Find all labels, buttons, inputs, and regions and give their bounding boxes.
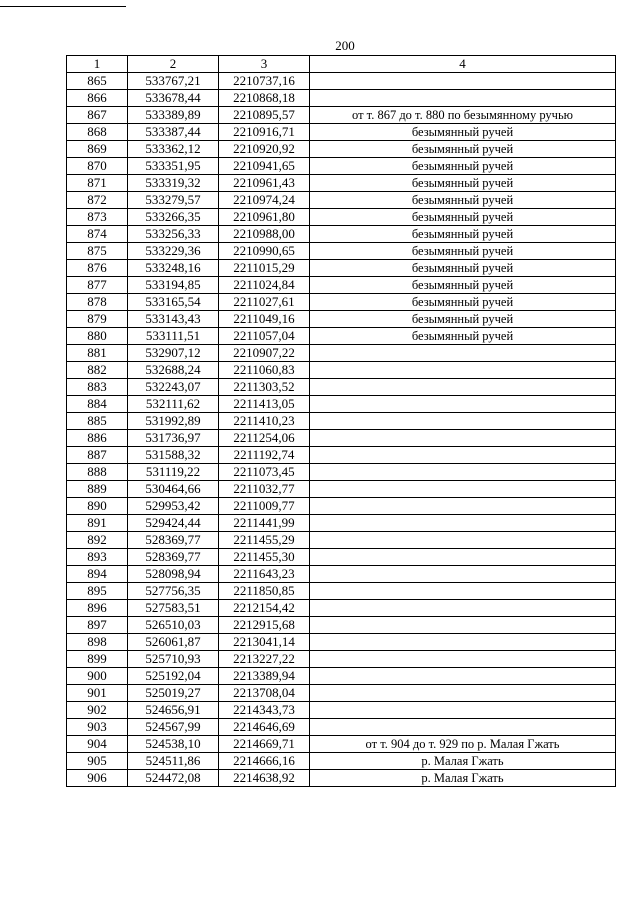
table-row: [67, 498, 616, 515]
point-number-cell: 888: [67, 464, 128, 481]
x-coordinate-cell: 533389,89: [128, 107, 219, 124]
table-row: [67, 260, 616, 277]
y-coordinate-cell: 2214638,92: [219, 770, 310, 787]
description-cell: [310, 651, 616, 668]
point-number-cell: 905: [67, 753, 128, 770]
x-coordinate-cell: 528098,94: [128, 566, 219, 583]
y-coordinate-cell: 2211441,99: [219, 515, 310, 532]
description-cell: [310, 583, 616, 600]
x-coordinate-cell: 527583,51: [128, 600, 219, 617]
y-coordinate-cell: 2214666,16: [219, 753, 310, 770]
y-coordinate-cell: 2210941,65: [219, 158, 310, 175]
y-coordinate-cell: 2214343,73: [219, 702, 310, 719]
point-number-cell: 886: [67, 430, 128, 447]
x-coordinate-cell: 533229,36: [128, 243, 219, 260]
point-number-cell: 902: [67, 702, 128, 719]
table-row: [67, 481, 616, 498]
description-cell: безымянный ручей: [310, 209, 616, 226]
point-number-cell: 876: [67, 260, 128, 277]
y-coordinate-cell: 2211027,61: [219, 294, 310, 311]
point-number-cell: 891: [67, 515, 128, 532]
table-row: [67, 243, 616, 260]
point-number-cell: 872: [67, 192, 128, 209]
column-header-3: 3: [219, 56, 310, 73]
description-cell: [310, 73, 616, 90]
description-cell: безымянный ручей: [310, 277, 616, 294]
x-coordinate-cell: 531119,22: [128, 464, 219, 481]
y-coordinate-cell: 2211455,30: [219, 549, 310, 566]
description-cell: [310, 515, 616, 532]
table-row: [67, 617, 616, 634]
x-coordinate-cell: 531992,89: [128, 413, 219, 430]
y-coordinate-cell: 2211073,45: [219, 464, 310, 481]
description-cell: [310, 702, 616, 719]
y-coordinate-cell: 2213041,14: [219, 634, 310, 651]
column-header-1: 1: [67, 56, 128, 73]
description-cell: р. Малая Гжать: [310, 770, 616, 787]
y-coordinate-cell: 2211060,83: [219, 362, 310, 379]
table-row: [67, 277, 616, 294]
y-coordinate-cell: 2211024,84: [219, 277, 310, 294]
description-cell: [310, 90, 616, 107]
point-number-cell: 906: [67, 770, 128, 787]
description-cell: [310, 685, 616, 702]
point-number-cell: 875: [67, 243, 128, 260]
y-coordinate-cell: 2212915,68: [219, 617, 310, 634]
table-row: [67, 73, 616, 90]
x-coordinate-cell: 532243,07: [128, 379, 219, 396]
table-row: [67, 770, 616, 787]
table-row: [67, 464, 616, 481]
point-number-cell: 871: [67, 175, 128, 192]
table-row: [67, 345, 616, 362]
description-cell: безымянный ручей: [310, 175, 616, 192]
description-cell: [310, 719, 616, 736]
table-row: [67, 753, 616, 770]
x-coordinate-cell: 532111,62: [128, 396, 219, 413]
y-coordinate-cell: 2210961,80: [219, 209, 310, 226]
description-cell: от т. 867 до т. 880 по безымянному ручью: [310, 107, 616, 124]
y-coordinate-cell: 2211850,85: [219, 583, 310, 600]
point-number-cell: 898: [67, 634, 128, 651]
x-coordinate-cell: 528369,77: [128, 532, 219, 549]
table-row: [67, 209, 616, 226]
description-cell: безымянный ручей: [310, 260, 616, 277]
x-coordinate-cell: 526510,03: [128, 617, 219, 634]
point-number-cell: 897: [67, 617, 128, 634]
y-coordinate-cell: 2211192,74: [219, 447, 310, 464]
x-coordinate-cell: 533362,12: [128, 141, 219, 158]
x-coordinate-cell: 524656,91: [128, 702, 219, 719]
x-coordinate-cell: 526061,87: [128, 634, 219, 651]
y-coordinate-cell: 2211410,23: [219, 413, 310, 430]
x-coordinate-cell: 532907,12: [128, 345, 219, 362]
point-number-cell: 881: [67, 345, 128, 362]
point-number-cell: 895: [67, 583, 128, 600]
description-cell: [310, 430, 616, 447]
point-number-cell: 884: [67, 396, 128, 413]
x-coordinate-cell: 533111,51: [128, 328, 219, 345]
table-row: [67, 362, 616, 379]
y-coordinate-cell: 2210737,16: [219, 73, 310, 90]
description-cell: [310, 396, 616, 413]
table-row: [67, 566, 616, 583]
description-cell: [310, 532, 616, 549]
description-cell: [310, 634, 616, 651]
table-row: [67, 549, 616, 566]
y-coordinate-cell: 2211049,16: [219, 311, 310, 328]
table-row: [67, 226, 616, 243]
point-number-cell: 866: [67, 90, 128, 107]
y-coordinate-cell: 2211015,29: [219, 260, 310, 277]
x-coordinate-cell: 524472,08: [128, 770, 219, 787]
description-cell: [310, 498, 616, 515]
x-coordinate-cell: 524567,99: [128, 719, 219, 736]
table-row: [67, 396, 616, 413]
point-number-cell: 879: [67, 311, 128, 328]
y-coordinate-cell: 2210988,00: [219, 226, 310, 243]
page-number: 200: [335, 38, 355, 53]
point-number-cell: 901: [67, 685, 128, 702]
point-number-cell: 899: [67, 651, 128, 668]
description-cell: безымянный ручей: [310, 311, 616, 328]
description-cell: [310, 549, 616, 566]
table-row: [67, 158, 616, 175]
point-number-cell: 903: [67, 719, 128, 736]
point-number-cell: 880: [67, 328, 128, 345]
point-number-cell: 873: [67, 209, 128, 226]
description-cell: безымянный ручей: [310, 124, 616, 141]
x-coordinate-cell: 533194,85: [128, 277, 219, 294]
y-coordinate-cell: 2211254,06: [219, 430, 310, 447]
table-row: [67, 124, 616, 141]
point-number-cell: 900: [67, 668, 128, 685]
column-header-2: 2: [128, 56, 219, 73]
point-number-cell: 874: [67, 226, 128, 243]
description-cell: [310, 379, 616, 396]
description-cell: безымянный ручей: [310, 158, 616, 175]
coordinates-table: [66, 55, 616, 787]
x-coordinate-cell: 531588,32: [128, 447, 219, 464]
point-number-cell: 892: [67, 532, 128, 549]
x-coordinate-cell: 533387,44: [128, 124, 219, 141]
table-row: [67, 328, 616, 345]
point-number-cell: 867: [67, 107, 128, 124]
x-coordinate-cell: 533767,21: [128, 73, 219, 90]
point-number-cell: 878: [67, 294, 128, 311]
point-number-cell: 896: [67, 600, 128, 617]
y-coordinate-cell: 2211413,05: [219, 396, 310, 413]
x-coordinate-cell: 525192,04: [128, 668, 219, 685]
y-coordinate-cell: 2213389,94: [219, 668, 310, 685]
y-coordinate-cell: 2210907,22: [219, 345, 310, 362]
point-number-cell: 904: [67, 736, 128, 753]
y-coordinate-cell: 2210895,57: [219, 107, 310, 124]
x-coordinate-cell: 525019,27: [128, 685, 219, 702]
table-row: [67, 702, 616, 719]
x-coordinate-cell: 533248,16: [128, 260, 219, 277]
table-row: [67, 583, 616, 600]
x-coordinate-cell: 533256,33: [128, 226, 219, 243]
description-cell: [310, 413, 616, 430]
point-number-cell: 893: [67, 549, 128, 566]
point-number-cell: 887: [67, 447, 128, 464]
table-row: [67, 515, 616, 532]
y-coordinate-cell: 2210868,18: [219, 90, 310, 107]
corner-rule: [0, 6, 126, 7]
description-cell: [310, 600, 616, 617]
x-coordinate-cell: 531736,97: [128, 430, 219, 447]
y-coordinate-cell: 2214669,71: [219, 736, 310, 753]
table-row: [67, 719, 616, 736]
description-cell: [310, 481, 616, 498]
y-coordinate-cell: 2210920,92: [219, 141, 310, 158]
point-number-cell: 877: [67, 277, 128, 294]
description-cell: безымянный ручей: [310, 226, 616, 243]
point-number-cell: 889: [67, 481, 128, 498]
x-coordinate-cell: 533351,95: [128, 158, 219, 175]
x-coordinate-cell: 532688,24: [128, 362, 219, 379]
x-coordinate-cell: 525710,93: [128, 651, 219, 668]
description-cell: [310, 362, 616, 379]
table-row: [67, 651, 616, 668]
y-coordinate-cell: 2211643,23: [219, 566, 310, 583]
table-row: [67, 379, 616, 396]
x-coordinate-cell: 530464,66: [128, 481, 219, 498]
x-coordinate-cell: 527756,35: [128, 583, 219, 600]
x-coordinate-cell: 533678,44: [128, 90, 219, 107]
y-coordinate-cell: 2211057,04: [219, 328, 310, 345]
table-row: [67, 311, 616, 328]
description-cell: безымянный ручей: [310, 243, 616, 260]
x-coordinate-cell: 533165,54: [128, 294, 219, 311]
description-cell: [310, 668, 616, 685]
column-header-4: 4: [310, 56, 616, 73]
y-coordinate-cell: 2210990,65: [219, 243, 310, 260]
table-row: [67, 447, 616, 464]
description-cell: безымянный ручей: [310, 141, 616, 158]
table-row: [67, 634, 616, 651]
x-coordinate-cell: 528369,77: [128, 549, 219, 566]
description-cell: [310, 464, 616, 481]
x-coordinate-cell: 533143,43: [128, 311, 219, 328]
y-coordinate-cell: 2213708,04: [219, 685, 310, 702]
point-number-cell: 885: [67, 413, 128, 430]
description-cell: от т. 904 до т. 929 по р. Малая Гжать: [310, 736, 616, 753]
y-coordinate-cell: 2210961,43: [219, 175, 310, 192]
table-row: [67, 175, 616, 192]
x-coordinate-cell: 533279,57: [128, 192, 219, 209]
table-row: [67, 685, 616, 702]
x-coordinate-cell: 524538,10: [128, 736, 219, 753]
table-row: [67, 90, 616, 107]
table-row: [67, 294, 616, 311]
description-cell: безымянный ручей: [310, 294, 616, 311]
table-header-row: [67, 56, 616, 73]
description-cell: [310, 617, 616, 634]
y-coordinate-cell: 2212154,42: [219, 600, 310, 617]
x-coordinate-cell: 529424,44: [128, 515, 219, 532]
table-row: [67, 192, 616, 209]
point-number-cell: 870: [67, 158, 128, 175]
y-coordinate-cell: 2211455,29: [219, 532, 310, 549]
y-coordinate-cell: 2214646,69: [219, 719, 310, 736]
x-coordinate-cell: 524511,86: [128, 753, 219, 770]
description-cell: [310, 447, 616, 464]
table-row: [67, 107, 616, 124]
table-row: [67, 413, 616, 430]
description-cell: [310, 566, 616, 583]
description-cell: [310, 345, 616, 362]
y-coordinate-cell: 2211032,77: [219, 481, 310, 498]
point-number-cell: 890: [67, 498, 128, 515]
y-coordinate-cell: 2211009,77: [219, 498, 310, 515]
table-row: [67, 668, 616, 685]
x-coordinate-cell: 533266,35: [128, 209, 219, 226]
table-row: [67, 430, 616, 447]
table-row: [67, 141, 616, 158]
x-coordinate-cell: 533319,32: [128, 175, 219, 192]
description-cell: безымянный ручей: [310, 192, 616, 209]
point-number-cell: 869: [67, 141, 128, 158]
point-number-cell: 865: [67, 73, 128, 90]
point-number-cell: 883: [67, 379, 128, 396]
point-number-cell: 868: [67, 124, 128, 141]
description-cell: безымянный ручей: [310, 328, 616, 345]
table-body: [67, 73, 616, 787]
y-coordinate-cell: 2213227,22: [219, 651, 310, 668]
y-coordinate-cell: 2211303,52: [219, 379, 310, 396]
x-coordinate-cell: 529953,42: [128, 498, 219, 515]
table-row: [67, 600, 616, 617]
y-coordinate-cell: 2210916,71: [219, 124, 310, 141]
point-number-cell: 894: [67, 566, 128, 583]
y-coordinate-cell: 2210974,24: [219, 192, 310, 209]
point-number-cell: 882: [67, 362, 128, 379]
table-row: [67, 736, 616, 753]
table-row: [67, 532, 616, 549]
description-cell: р. Малая Гжать: [310, 753, 616, 770]
